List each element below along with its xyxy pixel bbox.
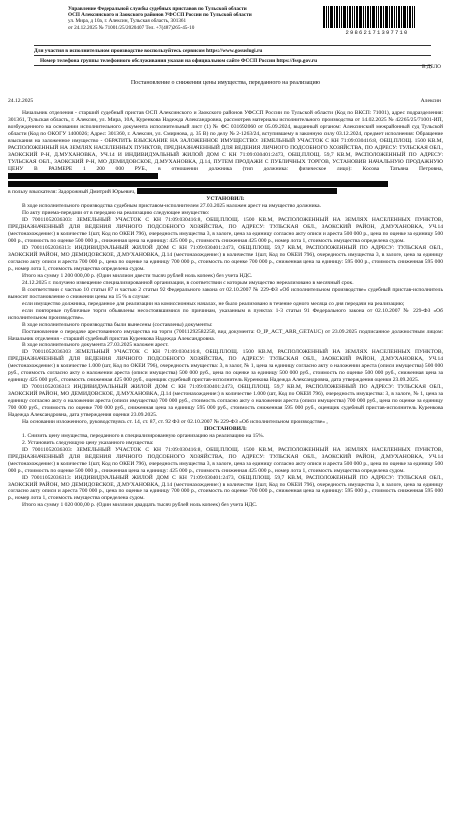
department-name: ОСП Алексинского и Заокского районов УФССП России по Тульской области [68,12,252,19]
paragraph: ID 70011052036303 ЗЕМЕЛЬНЫЙ УЧАСТОК С КН 71:09:030416:8, ОБЩ.ПЛОЩ. 1500 КВ.М, РАСПОЛОЖЕННЫЙ НА ЗЕМЛЯХ НАСЕЛЕННЫХ ПУНКТОВ, ПРЕДНАЗНАЧЕННЫЙ ДЛЯ ВЕДЕНИЯ ЛИЧНОГО ПОДСОБНОГО ХОЗЯЙСТВА, ПО АДРЕСУ: ТУЛЬСКАЯ ОБЛ., ЗАОКСКИЙ РАЙОН, Д.МУХАНОВКА, УЧ.14 (местонахождение:) в количестве 1.000 (шт, Код по ОКЕИ 796), очередность имущества: 3, в залог, № 1, цена за единицу согласно акту о наложении ареста (описи имущества) 500 000 руб., стоимость согласно акту о наложении ареста (описи имущества) 500 000 руб., цена по оценке за единицу 500 000 руб., стоимость по оценке 500 000 руб., сниженная цена за единицу 425 000 руб., стоимость сниженная 425 000 руб., оценщик судебный пристав-исполнитель Куренкова Надежда Александровна, дата утверждения оценки 23.09.2025. [8,349,443,384]
paragraph: 24.12.2025 г. получено извещение специализированной организации, в соответствии с которым имущество нереализовано в месячный срок. [22,279,354,286]
gosuslugi-notice: Для участия в исполнительном производстве воспользуйтесь сервисом https://www.gosuslugi.ru [34,48,263,54]
paragraph: если повторные публичные торги объявлены несостоявшимися по причинам, указанным в пунктах 1-3 статьи 91 Федерального закона от 02.10.2007 № 229-ФЗ «Об исполнительном производстве». [8,307,443,321]
redaction-line [8,181,443,189]
redaction-bar [8,181,388,187]
paragraph: Постановление о передаче арестованного имущества на торги (70011292582258, вид документа: O_IP_ACT_ARR_GETAUC) от 23.09.2025 подписанное должностным лицом: Начальник отделения - старший судебный пристав Куренкова Надежда Александровна. [8,328,443,342]
barcode-number: 29862171397710 [345,29,409,36]
paragraph: В ходе исполнительного документа 27.03.2025 наложен арест. [22,342,169,349]
resolution-item: 2. Установить следующую цену указанного имущества: [22,439,154,446]
paragraph: Итого на сумму 1 200 000,00 р. (Один миллион двести тысяч рублей ноль копеек) без учета НДС. [22,272,253,279]
resolution-item: ID 70011052036303: ЗЕМЕЛЬНЫЙ УЧАСТОК С КН 71:09:030416:8, ОБЩ.ПЛОЩ. 1500 КВ.М, РАСПОЛОЖЕННЫЙ НА ЗЕМЛЯХ НАСЕЛЕННЫХ ПУНКТОВ, ПРЕДНАЗНАЧЕННЫЙ ДЛЯ ВЕДЕНИЯ ЛИЧНОГО ПОДСОБНОГО ХОЗЯЙСТВА, ПО АДРЕСУ: ТУЛЬСКАЯ ОБЛ., ЗАОКСКИЙ РАЙОН, Д.МУХАНОВКА, УЧ.14 (местонахождение:) в количестве 1(шт, Код по ОКЕИ 796), очередность имущества 3, в залоге, цена за единицу согласно акту описи и ареста 500 000 р., цена по оценке за единицу 500 000 р., стоимость по оценке 500 000 р., сниженная цена за единицу: 425 000 р., стоимость сниженная 425 000 р., номер лота 1, стоимость имущества определена судом. [8,446,443,474]
paragraph: ID 70011052036313 ИНДИВИДУАЛЬНЫЙ ЖИЛОЙ ДОМ С КН 71:09:030401:2473, ОБЩ.ПЛОЩ. 59,7 КВ.М, РАСПОЛОЖЕННЫЙ ПО АДРЕСУ: ТУЛЬСКАЯ ОБЛ., ЗАОКСКИЙ РАЙОН, МО ДЕМИДОВСКОЕ, Д.МУХАНОВКА, Д.14 (местонахождение:) в количестве 1.000 (шт, Код по ОКЕИ 796), очередность имущества: 3, в залоге, № 1, цена за единицу согласно акту о наложении ареста (описи имущества) 700 000 руб., стоимость согласно акту о наложении ареста (описи имущества) 700 000 руб., цена по оценке за единицу 700 000 руб., стоимость по оценке 700 000 руб., сниженная цена за единицу 595 000 руб., стоимость сниженная 595 000 руб., оценщик судебный пристав-исполнитель Куренкова Надежда Александровна, дата утверждения оценки 23.09.2025. [8,384,443,418]
agency-name: Управление Федеральной службы судебных приставов по Тульской области [68,6,247,12]
redaction-bar [8,173,158,179]
document-body [8,110,443,509]
document-number-phone: от 24.12.2025 № 71001/25/2020407 Тел. +7(487)265-45-10 [68,24,195,31]
resolution-item: ID 70011052036313: ИНДИВИДУАЛЬНЫЙ ЖИЛОЙ ДОМ С КН 71:09:030401:2473, ОБЩ.ПЛОЩ. 59,7 КВ.М, РАСПОЛОЖЕННЫЙ ПО АДРЕСУ: ТУЛЬСКАЯ ОБЛ., ЗАОКСКИЙ РАЙОН, МО ДЕМИДОВСКОЕ, Д.МУХАНОВКА, Д.14 (местонахождение:) в количестве 1(шт, Код по ОКЕИ 796), очередность имущества 3, в залоге, цена за единицу согласно акту описи и ареста 700 000 р., цена по оценке за единицу 700 000 р., стоимость по оценке 700 000 р., сниженная цена за единицу: 595 000 р., стоимость сниженная 595 000 р., номер лота 1, стоимость имущества определена судом. [8,474,443,502]
postanovil-heading: ПОСТАНОВИЛ: [204,425,247,432]
paragraph: На основании изложенного, руководствуясь ст. 14, ст. 87, ст. 92 ФЗ от 02.10.2007 № 229-ФЗ «Об исполнительном производстве» , [22,418,328,425]
header-divider [34,45,431,46]
document-date: 24.12.2025 [8,98,34,104]
paragraph: По акту приема-передачи от в передано на реализацию следующее имущество: [22,210,210,217]
paragraph: если имущество должника, переданное для реализации на комиссионных началах, не было реализовано в течение одного месяца со дня передачи на реализацию; [22,300,405,307]
document-city: Алексин [420,98,441,104]
document-title: Постановление о снижении цены имущества, переданного на реализацию [130,80,321,86]
intro-paragraph: Начальник отделения - старший судебный пристав ОСП Алексинского и Заокского районов УФССП России по Тульской области (Код по ВКСП: 71001), адрес подразделения: 301361, Тульская область, г. Алексин, ул. Мира, 10А, Куренкова Надежда Александровна, рассмотрев материалы исполнительного производства от 14.02.2025 № 42265/25/71001-ИП, возбужденного на основании исполнительного документа исполнительный лист (1) № ФС 031692060 от 05.09.2024, выданный органом: Алексинский межрайонный суд Тульской области (Код по ОКОГУ 1400026; Адрес: 301360, г. Алексин, ул. Смирнова, д. 35 В) по делу № 2-1263/24, вступившему в законную силу 03.12.2024, предмет исполнения: Обращение взыскания на заложенное имущество - ОБРАТИТЬ ВЗЫСКАНИЕ НА ЗАЛОЖЕННОЕ ИМУЩЕСТВО: ЗЕМЕЛЬНЫЙ УЧАСТОК С КН 71:09:030416:8, ОБЩ.ПЛОЩ. 1500 КВ.М, РАСПОЛОЖЕННЫЙ НА ЗЕМЛЯХ НАСЕЛЕННЫХ ПУНКТОВ, ПРЕДНАЗНАЧЕННЫЙ ДЛЯ ВЕДЕНИЯ ЛИЧНОГО ПОДСОБНОГО ХОЗЯЙСТВА, ПО АДРЕСУ: ТУЛЬСКАЯ ОБЛ., ЗАОКСКИЙ Р-Н, Д.МУХАНОВКА, УЧ.14 И ИНДИВИДУАЛЬНЫЙ ЖИЛОЙ ДОМ С КН 71:09:030401:2473, ОБЩ.ПЛОЩ. 59,7 КВ.М, РАСПОЛОЖЕННЫЙ ПО АДРЕСУ: ТУЛЬСКАЯ ОБЛ., ЗАОКСКИЙ Р-Н, МО ДЕМИДОВСКОЕ, Д.МУХАНОВКА, Д.14, ПУТЕМ ПРОДАЖИ С ПУБЛИЧНЫХ ТОРГОВ, УСТАНОВИВ НАЧАЛЬНУЮ ПРОДАЖНУЮ ЦЕНУ В РАЗМЕРЕ 1 200 000 РУБ., в отношении должника (тип должника: физическое лицо): Косова Татьяна Петровна, [8,110,443,181]
paragraph: В ходе исполнительного производства судебным приставом-исполнителем 27.03.2025 наложен арест на имущество должника. [22,203,321,210]
barcode-image [323,6,431,28]
paragraph: ID 70011052036313: ИНДИВИДУАЛЬНЫЙ ЖИЛОЙ ДОМ С КН 71:09:030401:2473, ОБЩ.ПЛОЩ. 59,7 КВ.М, РАСПОЛОЖЕННЫЙ ПО АДРЕСУ: ТУЛЬСКАЯ ОБЛ., ЗАОКСКИЙ РАЙОН, МО ДЕМИДОВСКОЕ, Д.МУХАНОВКА, Д.14 (местонахождение:) в количестве 1(шт, Код по ОКЕИ 796), очередность имущества 3, в залоге, цена за единицу согласно акту описи и ареста 700 000 р., цена по оценке за единицу 700 000 р., стоимость по оценке 700 000 р., сниженная цена за единицу: 595 000 р., стоимость сниженная 595 000 р., номер лота 1, стоимость имущества определена судом. [8,245,443,272]
ustanovil-heading: УСТАНОВИЛ: [206,196,245,203]
paragraph: В соответствии с частью 10 статьи 87 и частью 2 статьи 92 Федерального закона от 02.10.2007 № 229-ФЗ «Об исполнительном производстве» судебный пристав-исполнитель выносит постановление о снижении цены на 15 % в случае: [8,286,443,300]
header-divider [34,65,431,66]
department-address: ул. Мира, д 10а, г. Алексин, Тульская область, 301361 [68,18,187,25]
barcode [323,6,431,36]
redaction-bar [137,188,337,194]
resolution-item: 1. Снизить цену имущества, переданного в специализированную организацию на реализацию на 15%. [22,432,265,439]
v-delo-mark: В ДЕЛО [421,64,441,70]
header-divider [34,55,431,56]
resolution-item: Итого на сумму 1 020 000,00 р. (Один миллион двадцать тысяч рублей ноль копеек) без учета НДС. [22,502,258,509]
agency-block [68,6,358,31]
document-header [26,4,437,66]
phone-notice: Номер телефона группы телефонного обслуживания указан на официальном сайте ФССП России https://fssp.gov.ru [40,58,318,64]
paragraph: ID 70011052036303: ЗЕМЕЛЬНЫЙ УЧАСТОК С КН 71:09:030416:8, ОБЩ.ПЛОЩ. 1500 КВ.М, РАСПОЛОЖЕННЫЙ НА ЗЕМЛЯХ НАСЕЛЕННЫХ ПУНКТОВ, ПРЕДНАЗНАЧЕННЫЙ ДЛЯ ВЕДЕНИЯ ЛИЧНОГО ПОДСОБНОГО ХОЗЯЙСТВА, ПО АДРЕСУ: ТУЛЬСКАЯ ОБЛ., ЗАОКСКИЙ РАЙОН, Д.МУХАНОВКА, УЧ.14 (местонахождение:) в количестве 1(шт, Код по ОКЕИ 796), очередность имущества 3, в залоге, цена за единицу согласно акту описи и ареста 500 000 р., цена по оценке за единицу 500 000 р., стоимость по оценке 500 000 р., сниженная цена за единицу: 425 000 р., стоимость сниженная 425 000 р., номер лота 1, стоимость имущества определена судом. [8,217,443,245]
vzyskatel-line: в пользу взыскателя: Задорожный Дмитрий Юрьевич, [8,188,443,196]
paragraph: В ходе исполнительного производства были вынесены (составлены) документы: [22,321,213,328]
